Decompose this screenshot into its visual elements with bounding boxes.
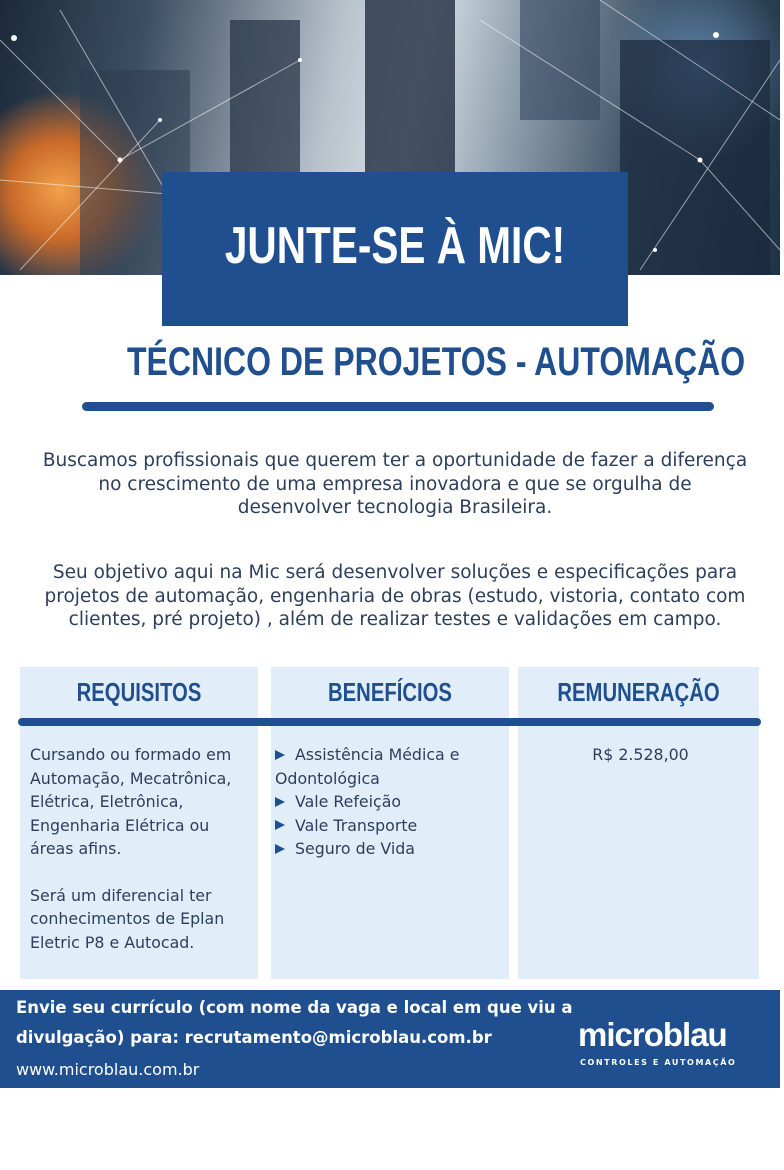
triangle-right-icon (275, 844, 285, 854)
website-link[interactable]: www.microblau.com.br (16, 1060, 200, 1079)
columns-divider (18, 718, 761, 726)
footer-instruction-line-1: Envie seu currículo (com nome da vaga e local em que viu a (16, 998, 573, 1017)
beneficios-list (275, 743, 503, 861)
triangle-right-icon (275, 820, 285, 830)
requisitos-text: Cursando ou formado em Automação, Mecatrônica, Elétrica, Eletrônica, Engenharia Elétrica ou áreas afins. (30, 745, 232, 858)
benefit-item: Assistência Médica e Odontológica (275, 745, 460, 788)
requisitos-body (30, 743, 252, 954)
remuneracao-column (518, 667, 759, 979)
remuneracao-heading: REMUNERAÇÃO (557, 677, 720, 707)
job-title: TÉCNICO DE PROJETOS - AUTOMAÇÃO (127, 340, 746, 384)
beneficios-heading: BENEFÍCIOS (328, 677, 452, 707)
logo-tagline: CONTROLES E AUTOMAÇÃO (580, 1058, 737, 1067)
headline-banner (162, 172, 628, 326)
beneficios-column (271, 667, 509, 979)
salary-value: R$ 2.528,00 (592, 745, 689, 764)
intro-paragraph-2: Seu objetivo aqui na Mic será desenvolver soluções e especificações para projetos de automação, engenharia de obras (estudo, vistoria, contato com clientes, pré projeto) , além de realizar testes e validações em campo. (44, 562, 746, 630)
requisitos-column (20, 667, 258, 979)
requisitos-differential-text: Será um diferencial ter conhecimentos de Eplan Eletric P8 e Autocad. (30, 885, 225, 952)
triangle-right-icon (275, 750, 285, 760)
headline: JUNTE-SE À MIC! (224, 217, 566, 275)
footer-bar (0, 990, 780, 1088)
triangle-right-icon (275, 797, 285, 807)
job-title-underline (82, 402, 714, 411)
requisitos-heading: REQUISITOS (76, 677, 202, 707)
footer-instruction-line-2[interactable]: divulgação) para: recrutamento@microblau.com.br (16, 1028, 492, 1047)
microblau-logo (578, 1016, 768, 1076)
intro-paragraph-1: Buscamos profissionais que querem ter a oportunidade de fazer a diferença no crescimento de uma empresa inovadora e que se orgulha de desenvolver tecnologia Brasileira. (42, 450, 748, 518)
benefit-item: Vale Transporte (275, 814, 503, 838)
benefit-item: Vale Refeição (275, 790, 503, 814)
logo-wordmark: microblau (578, 1016, 727, 1053)
benefit-item: Seguro de Vida (275, 837, 503, 861)
